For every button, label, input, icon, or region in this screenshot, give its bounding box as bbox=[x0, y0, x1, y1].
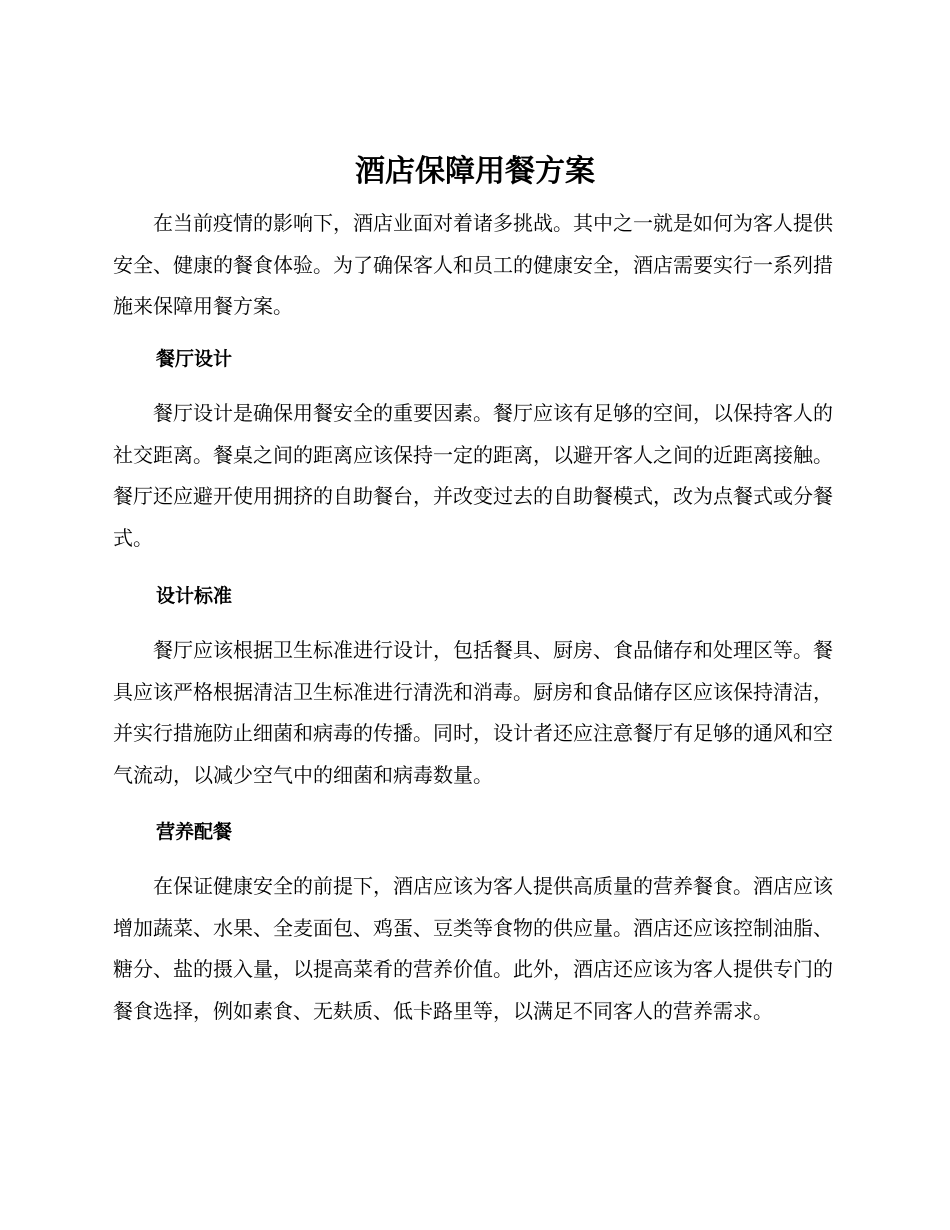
page-title: 酒店保障用餐方案 bbox=[355, 154, 595, 189]
section-heading-nutrition: 营养配餐 bbox=[156, 821, 233, 843]
section-body-design-standards: 餐厅应该根据卫生标准进行设计，包括餐具、厨房、食品储存和处理区等。餐具应该严格根据清洁卫生标准进行清洗和消毒。厨房和食品储存区应该保持清洁，并实行措施防止细菌和病毒的传播。同时，设计者还应注意餐厅有足够的通风和空气流动，以减少空气中的细菌和病毒数量。 bbox=[113, 638, 833, 787]
section-heading-dining-room-design: 餐厅设计 bbox=[156, 348, 233, 370]
intro-paragraph: 在当前疫情的影响下，酒店业面对着诸多挑战。其中之一就是如何为客人提供安全、健康的餐食体验。为了确保客人和员工的健康安全，酒店需要实行一系列措施来保障用餐方案。 bbox=[113, 211, 833, 318]
section-heading-design-standards: 设计标准 bbox=[156, 585, 233, 607]
section-body-nutrition: 在保证健康安全的前提下，酒店应该为客人提供高质量的营养餐食。酒店应该增加蔬菜、水果、全麦面包、鸡蛋、豆类等食物的供应量。酒店还应该控制油脂、糖分、盐的摄入量，以提高菜肴的营养价值。此外，酒店还应该为客人提供专门的餐食选择，例如素食、无麸质、低卡路里等，以满足不同客人的营养需求。 bbox=[113, 874, 833, 1023]
section-body-dining-room-design: 餐厅设计是确保用餐安全的重要因素。餐厅应该有足够的空间，以保持客人的社交距离。餐桌之间的距离应该保持一定的距离，以避开客人之间的近距离接触。餐厅还应避开使用拥挤的自助餐台，并改变过去的自助餐模式，改为点餐式或分餐式。 bbox=[113, 401, 833, 550]
